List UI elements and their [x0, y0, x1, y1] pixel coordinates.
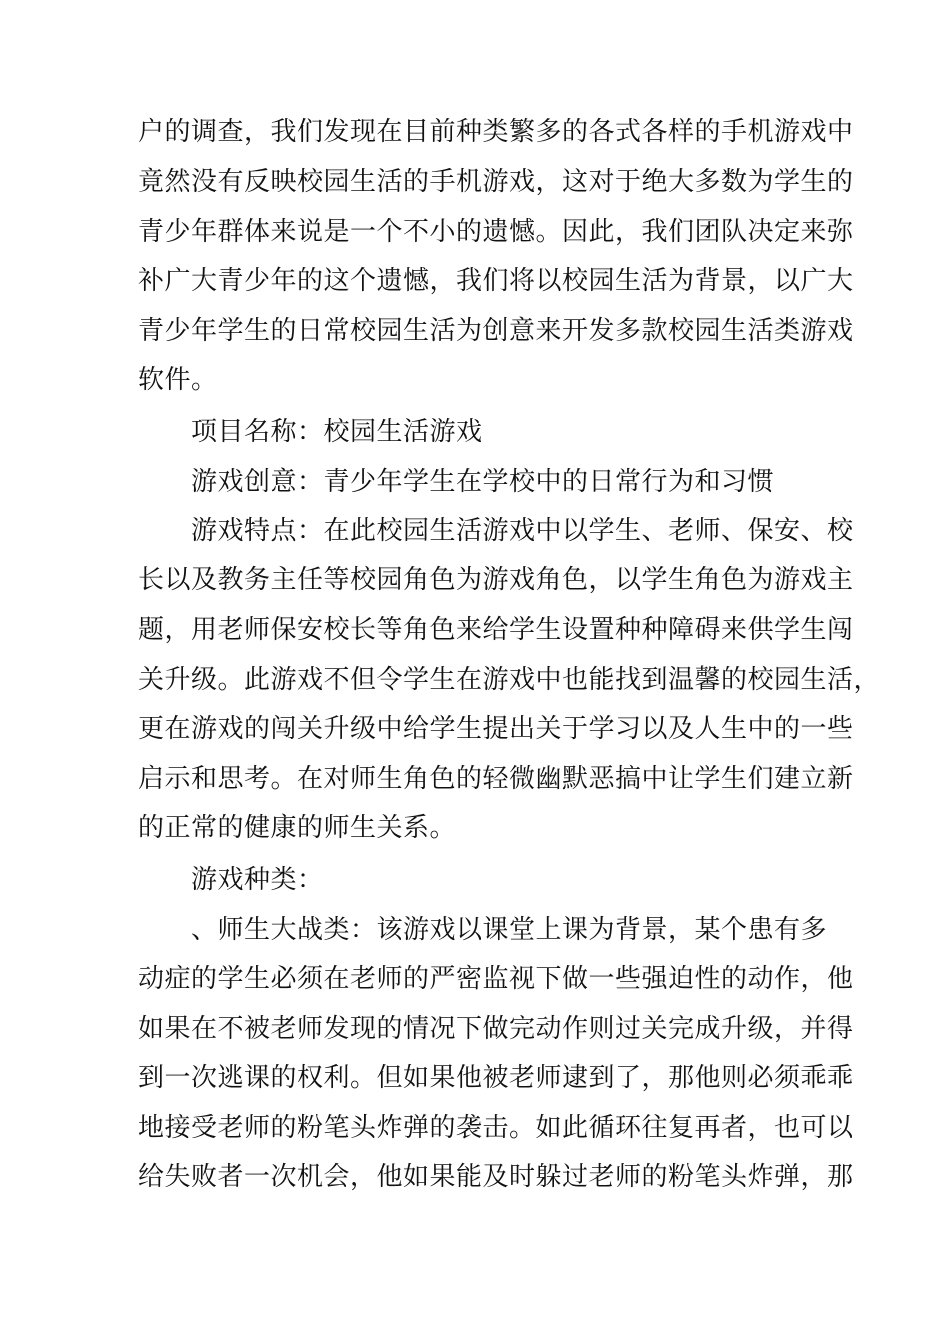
- text-line: 游戏创意：青少年学生在学校中的日常行为和习惯: [138, 467, 775, 497]
- text-line: 、师生大战类：该游戏以课堂上课为背景，某个患有多: [138, 915, 828, 945]
- text-line: 长以及教务主任等校园角色为游戏角色，以学生角色为游戏主: [138, 565, 854, 595]
- text-line: 关升级。此游戏不但令学生在游戏中也能找到温馨的校园生活，: [138, 665, 881, 695]
- text-line: 题，用老师保安校长等角色来给学生设置种种障碍来供学生闯: [138, 615, 854, 645]
- text-line: 项目名称：校园生活游戏: [138, 417, 483, 447]
- text-line: 启示和思考。在对师生角色的轻微幽默恶搞中让学生们建立新: [138, 764, 854, 794]
- text-line: 竟然没有反映校园生活的手机游戏，这对于绝大多数为学生的: [138, 167, 854, 197]
- text-line: 的正常的健康的师生关系。: [138, 813, 457, 843]
- text-line: 软件。: [138, 365, 218, 395]
- text-line: 地接受老师的粉笔头炸弹的袭击。如此循环往复再者，也可以: [138, 1113, 854, 1143]
- text-line: 青少年学生的日常校园生活为创意来开发多款校园生活类游戏: [138, 316, 854, 346]
- text-line: 更在游戏的闯关升级中给学生提出关于学习以及人生中的一些: [138, 714, 854, 744]
- text-line: 户的调查，我们发现在目前种类繁多的各式各样的手机游戏中: [138, 117, 854, 147]
- text-line: 到一次逃课的权利。但如果他被老师逮到了，那他则必须乖乖: [138, 1063, 854, 1093]
- text-line: 青少年群体来说是一个不小的遗憾。因此，我们团队决定来弥: [138, 217, 854, 247]
- text-line: 补广大青少年的这个遗憾，我们将以校园生活为背景，以广大: [138, 266, 854, 296]
- text-line: 动症的学生必须在老师的严密监视下做一些强迫性的动作，他: [138, 964, 854, 994]
- text-line: 给失败者一次机会，他如果能及时躲过老师的粉笔头炸弹，那: [138, 1162, 854, 1192]
- text-line: 游戏特点：在此校园生活游戏中以学生、老师、保安、校: [138, 516, 854, 546]
- text-line: 如果在不被老师发现的情况下做完动作则过关完成升级，并得: [138, 1014, 854, 1044]
- text-line: 游戏种类：: [138, 865, 324, 895]
